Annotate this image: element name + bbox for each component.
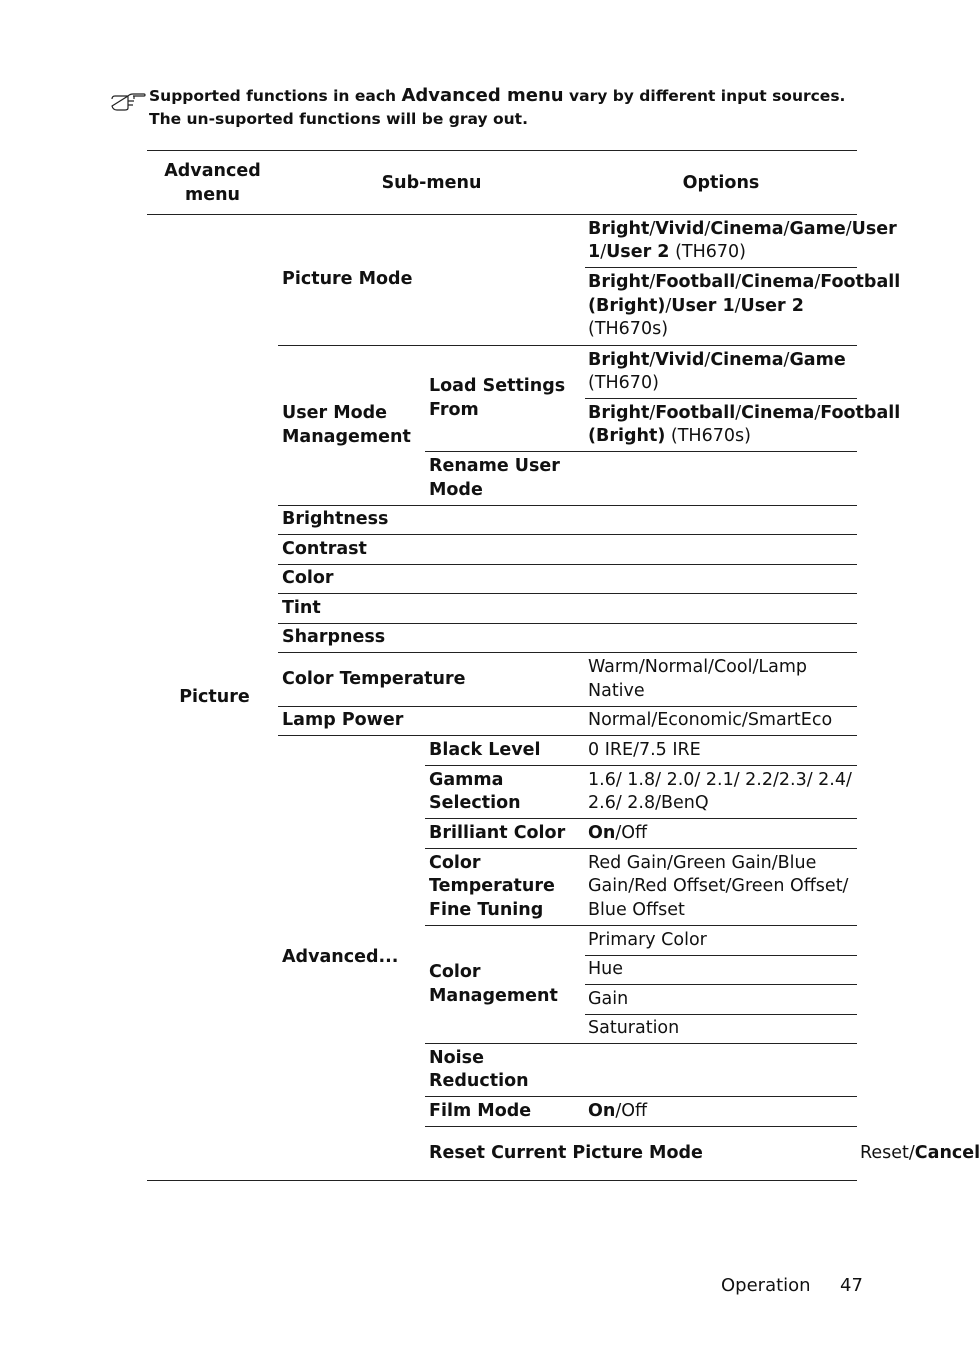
options-empty xyxy=(585,624,857,653)
submenu-color-temperature-fine-tuning: Color Temperature Fine Tuning xyxy=(425,849,585,926)
submenu-brightness: Brightness xyxy=(278,506,585,535)
submenu-color-management: Color Management xyxy=(425,926,585,1044)
submenu-reset-current-picture-mode: Reset Current Picture Mode xyxy=(425,1127,857,1181)
submenu-gamma-selection: Gamma Selection xyxy=(425,766,585,819)
options-empty xyxy=(585,1044,857,1097)
options-picture-mode-th670: Bright/Vivid/Cinema/Game/User 1/User 2 (TH670) xyxy=(585,215,857,268)
header-advanced-menu: Advanced menu xyxy=(147,151,278,215)
options-black-level: 0 IRE/7.5 IRE xyxy=(585,736,857,766)
footer-section-label: Operation xyxy=(721,1275,811,1296)
submenu-black-level: Black Level xyxy=(425,736,585,766)
submenu-picture-mode: Picture Mode xyxy=(278,215,585,346)
submenu-contrast: Contrast xyxy=(278,535,585,565)
options-load-settings-th670s: Bright/Football/Cinema/Football (Bright) (TH670s) xyxy=(585,399,857,452)
submenu-advanced: Advanced... xyxy=(278,736,425,1181)
table-row xyxy=(147,215,857,268)
options-color-temperature-fine-tuning: Red Gain/Green Gain/Blue Gain/Red Offset/Green Offset/ Blue Offset xyxy=(585,849,857,926)
options-lamp-power: Normal/Economic/SmartEco xyxy=(585,707,857,736)
table-header-row xyxy=(147,151,857,215)
submenu-user-mode-management: User Mode Management xyxy=(278,346,425,506)
note-text: Supported functions in each Advanced menu vary by different input sources. The un-suported functions will be gray out. xyxy=(149,85,846,128)
submenu-color-temperature: Color Temperature xyxy=(278,653,585,707)
pointing-hand-icon xyxy=(110,92,146,112)
options-brilliant-color: On/Off xyxy=(585,819,857,849)
options-color-temperature: Warm/Normal/Cool/Lamp Native xyxy=(585,653,857,707)
header-sub-menu: Sub-menu xyxy=(278,151,585,215)
submenu-sharpness: Sharpness xyxy=(278,624,585,653)
options-primary-color: Primary Color xyxy=(585,926,857,956)
submenu-load-settings-from: Load Settings From xyxy=(425,346,585,452)
options-saturation: Saturation xyxy=(585,1015,857,1044)
page-number: 47 xyxy=(840,1275,863,1296)
submenu-brilliant-color: Brilliant Color xyxy=(425,819,585,849)
submenu-rename-user-mode: Rename User Mode xyxy=(425,452,585,506)
options-empty xyxy=(585,452,857,506)
advanced-menu-table xyxy=(147,150,980,1181)
options-picture-mode-th670s: Bright/Football/Cinema/Football (Bright)/User 1/User 2 (TH670s) xyxy=(585,268,857,346)
submenu-tint: Tint xyxy=(278,594,585,624)
table-row: Reset Current Picture Mode Reset/Cancel xyxy=(147,1127,857,1181)
header-options: Options xyxy=(585,151,857,215)
category-picture: Picture xyxy=(147,215,278,1181)
options-empty xyxy=(585,565,857,594)
options-empty xyxy=(585,506,857,535)
options-gamma-selection: 1.6/ 1.8/ 2.0/ 2.1/ 2.2/2.3/ 2.4/ 2.6/ 2.8/BenQ xyxy=(585,766,857,819)
submenu-lamp-power: Lamp Power xyxy=(278,707,585,736)
options-gain: Gain xyxy=(585,985,857,1015)
submenu-color: Color xyxy=(278,565,585,594)
options-load-settings-th670: Bright/Vivid/Cinema/Game (TH670) xyxy=(585,346,857,399)
submenu-noise-reduction: Noise Reduction xyxy=(425,1044,585,1097)
options-hue: Hue xyxy=(585,956,857,985)
options-empty xyxy=(585,594,857,624)
options-film-mode: On/Off xyxy=(585,1097,857,1127)
options-empty xyxy=(585,535,857,565)
submenu-film-mode: Film Mode xyxy=(425,1097,585,1127)
